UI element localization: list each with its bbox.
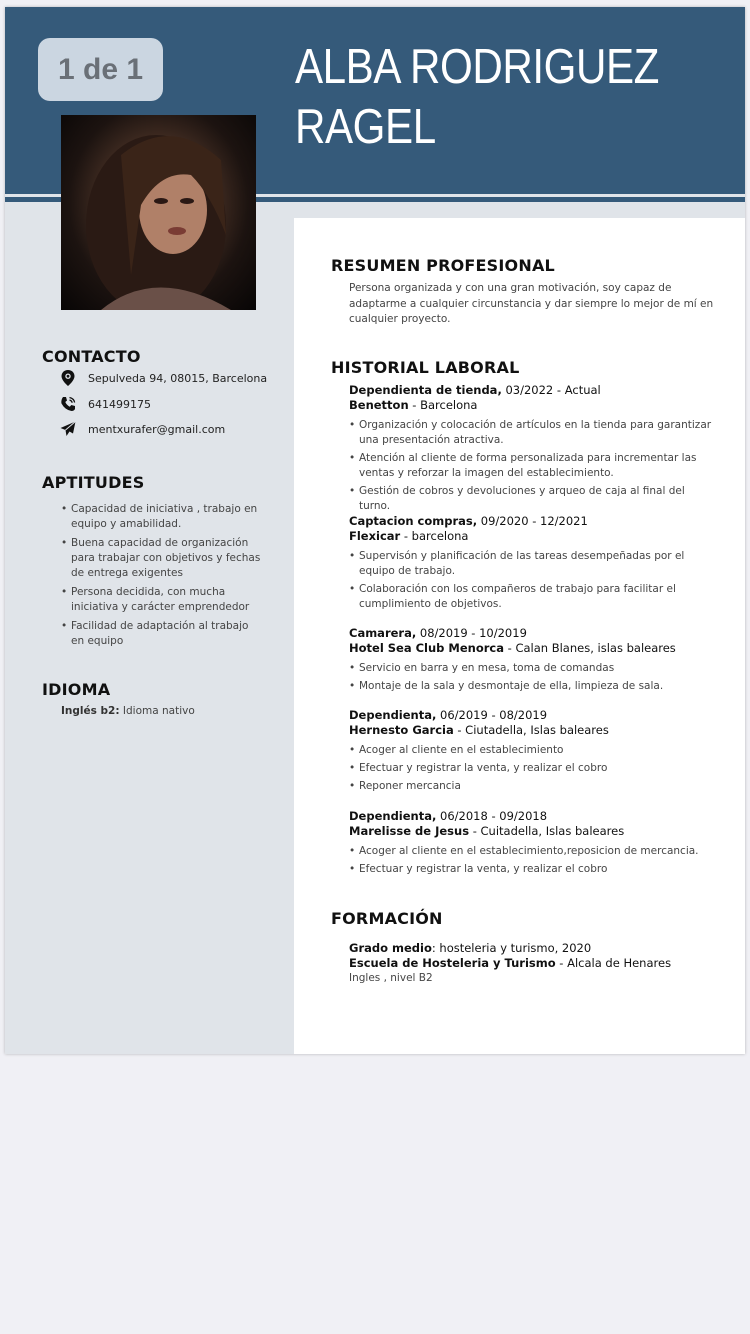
- aptitudes-list: [61, 502, 261, 653]
- person-name-line1: ALBA RODRIGUEZ: [295, 40, 659, 94]
- idioma-value: Idioma nativo: [122, 705, 195, 717]
- job-duty: • Atención al cliente de forma personalizada para incrementar las ventas y reforzar la imagen del establecimiento.: [349, 451, 719, 481]
- summary-text: Persona organizada y con una gran motivación, soy capaz de adaptarme a cualquier circunstancia y dar siempre lo mejor de mí en cualquier proyecto.: [349, 282, 714, 325]
- job-duties: [349, 418, 719, 514]
- school-name: Escuela de Hosteleria y Turismo: [349, 956, 556, 970]
- resume-document: [5, 7, 745, 1054]
- history-heading: HISTORIAL LABORAL: [331, 358, 520, 377]
- idioma-heading: IDIOMA: [42, 680, 111, 699]
- job-duties: [349, 743, 719, 794]
- job-dates: 08/2019 - 10/2019: [416, 626, 527, 640]
- formacion-note: Ingles , nivel B2: [349, 972, 433, 984]
- job-duty: • Organización y colocación de artículos en la tienda para garantizar una presentación atractiva.: [349, 418, 719, 448]
- send-paper-plane-icon: [60, 421, 76, 437]
- job-entry: [349, 708, 719, 797]
- job-title: Dependienta,: [349, 809, 437, 823]
- contact-heading: CONTACTO: [42, 347, 141, 366]
- job-duty: • Colaboración con los compañeros de trabajo para facilitar el cumplimiento de objetivos.: [349, 582, 719, 612]
- job-title: Dependienta de tienda,: [349, 383, 502, 397]
- job-dates: 09/2020 - 12/2021: [477, 514, 588, 528]
- contact-address-text: Sepulveda 94, 08015, Barcelona: [88, 371, 268, 385]
- job-location: - Calan Blanes, islas baleares: [504, 641, 676, 655]
- page-indicator: 1 de 1: [38, 38, 163, 101]
- job-company: Hernesto Garcia: [349, 723, 454, 737]
- job-company: Hotel Sea Club Menorca: [349, 641, 504, 655]
- idioma-entry: [61, 705, 195, 717]
- school-location: - Alcala de Henares: [555, 956, 672, 970]
- phone-icon: [60, 396, 76, 412]
- job-location: - barcelona: [400, 529, 469, 543]
- job-duty: • Acoger al cliente en el establecimiento: [349, 743, 719, 758]
- job-title: Captacion compras,: [349, 514, 478, 528]
- contact-address: [60, 370, 267, 386]
- contact-phone-text: 641499175: [88, 397, 151, 411]
- contact-email-text: mentxurafer@gmail.com: [88, 422, 226, 436]
- contact-email: [60, 421, 225, 437]
- summary-heading: RESUMEN PROFESIONAL: [331, 256, 555, 275]
- formacion-heading: FORMACIÓN: [331, 909, 443, 928]
- person-name: [295, 37, 673, 157]
- job-duty: • Efectuar y registrar la venta, y realizar el cobro: [349, 761, 719, 776]
- job-duty: • Gestión de cobros y devoluciones y arqueo de caja al final del turno.: [349, 484, 719, 514]
- job-duties: [349, 844, 719, 877]
- job-dates: 06/2018 - 09/2018: [436, 809, 548, 823]
- degree-label: Grado medio: [349, 941, 432, 955]
- job-location: - Barcelona: [408, 398, 478, 412]
- job-location: - Cuitadella, Islas baleares: [469, 824, 625, 838]
- aptitude-item: • Persona decidida, con mucha iniciativa y carácter emprendedor: [61, 585, 261, 615]
- aptitude-item: • Buena capacidad de organización para trabajar con objetivos y fechas de entrega exigentes: [61, 536, 261, 581]
- job-entry: [349, 514, 719, 615]
- job-title: Camarera,: [349, 626, 417, 640]
- job-company: Marelisse de Jesus: [349, 824, 470, 838]
- aptitude-item: • Capacidad de iniciativa , trabajo en equipo y amabilidad.: [61, 502, 261, 532]
- job-location: - Ciutadella, Islas baleares: [453, 723, 609, 737]
- degree-value: : hosteleria y turismo, 2020: [431, 941, 592, 955]
- job-duty: • Supervisón y planificación de las tareas desempeñadas por el equipo de trabajo.: [349, 549, 719, 579]
- job-entry: [349, 809, 719, 880]
- job-company: Benetton: [349, 398, 409, 412]
- formacion-entry: [349, 941, 719, 986]
- job-title: Dependienta,: [349, 708, 437, 722]
- location-pin-icon: [60, 370, 76, 386]
- main-content: [294, 218, 745, 1054]
- job-dates: 06/2019 - 08/2019: [436, 708, 548, 722]
- profile-photo: [61, 115, 256, 310]
- idioma-label: Inglés b2:: [61, 705, 120, 717]
- job-duty: • Reponer mercancia: [349, 779, 719, 794]
- job-company: Flexicar: [349, 529, 401, 543]
- contact-phone: [60, 396, 151, 412]
- job-duty: • Montaje de la sala y desmontaje de ella, limpieza de sala.: [349, 679, 719, 694]
- person-name-line2: RAGEL: [295, 100, 436, 154]
- job-entry: [349, 383, 719, 517]
- job-entry: [349, 626, 719, 697]
- aptitude-item: • Facilidad de adaptación al trabajo en equipo: [61, 619, 261, 649]
- job-duty: • Servicio en barra y en mesa, toma de comandas: [349, 661, 719, 676]
- job-duty: • Acoger al cliente en el establecimiento,reposicion de mercancia.: [349, 844, 719, 859]
- aptitudes-heading: APTITUDES: [42, 473, 145, 492]
- profile-photo-image: [61, 115, 256, 310]
- job-dates: 03/2022 - Actual: [501, 383, 601, 397]
- job-duties: [349, 661, 719, 694]
- job-duty: • Efectuar y registrar la venta, y realizar el cobro: [349, 862, 719, 877]
- job-duties: [349, 549, 719, 612]
